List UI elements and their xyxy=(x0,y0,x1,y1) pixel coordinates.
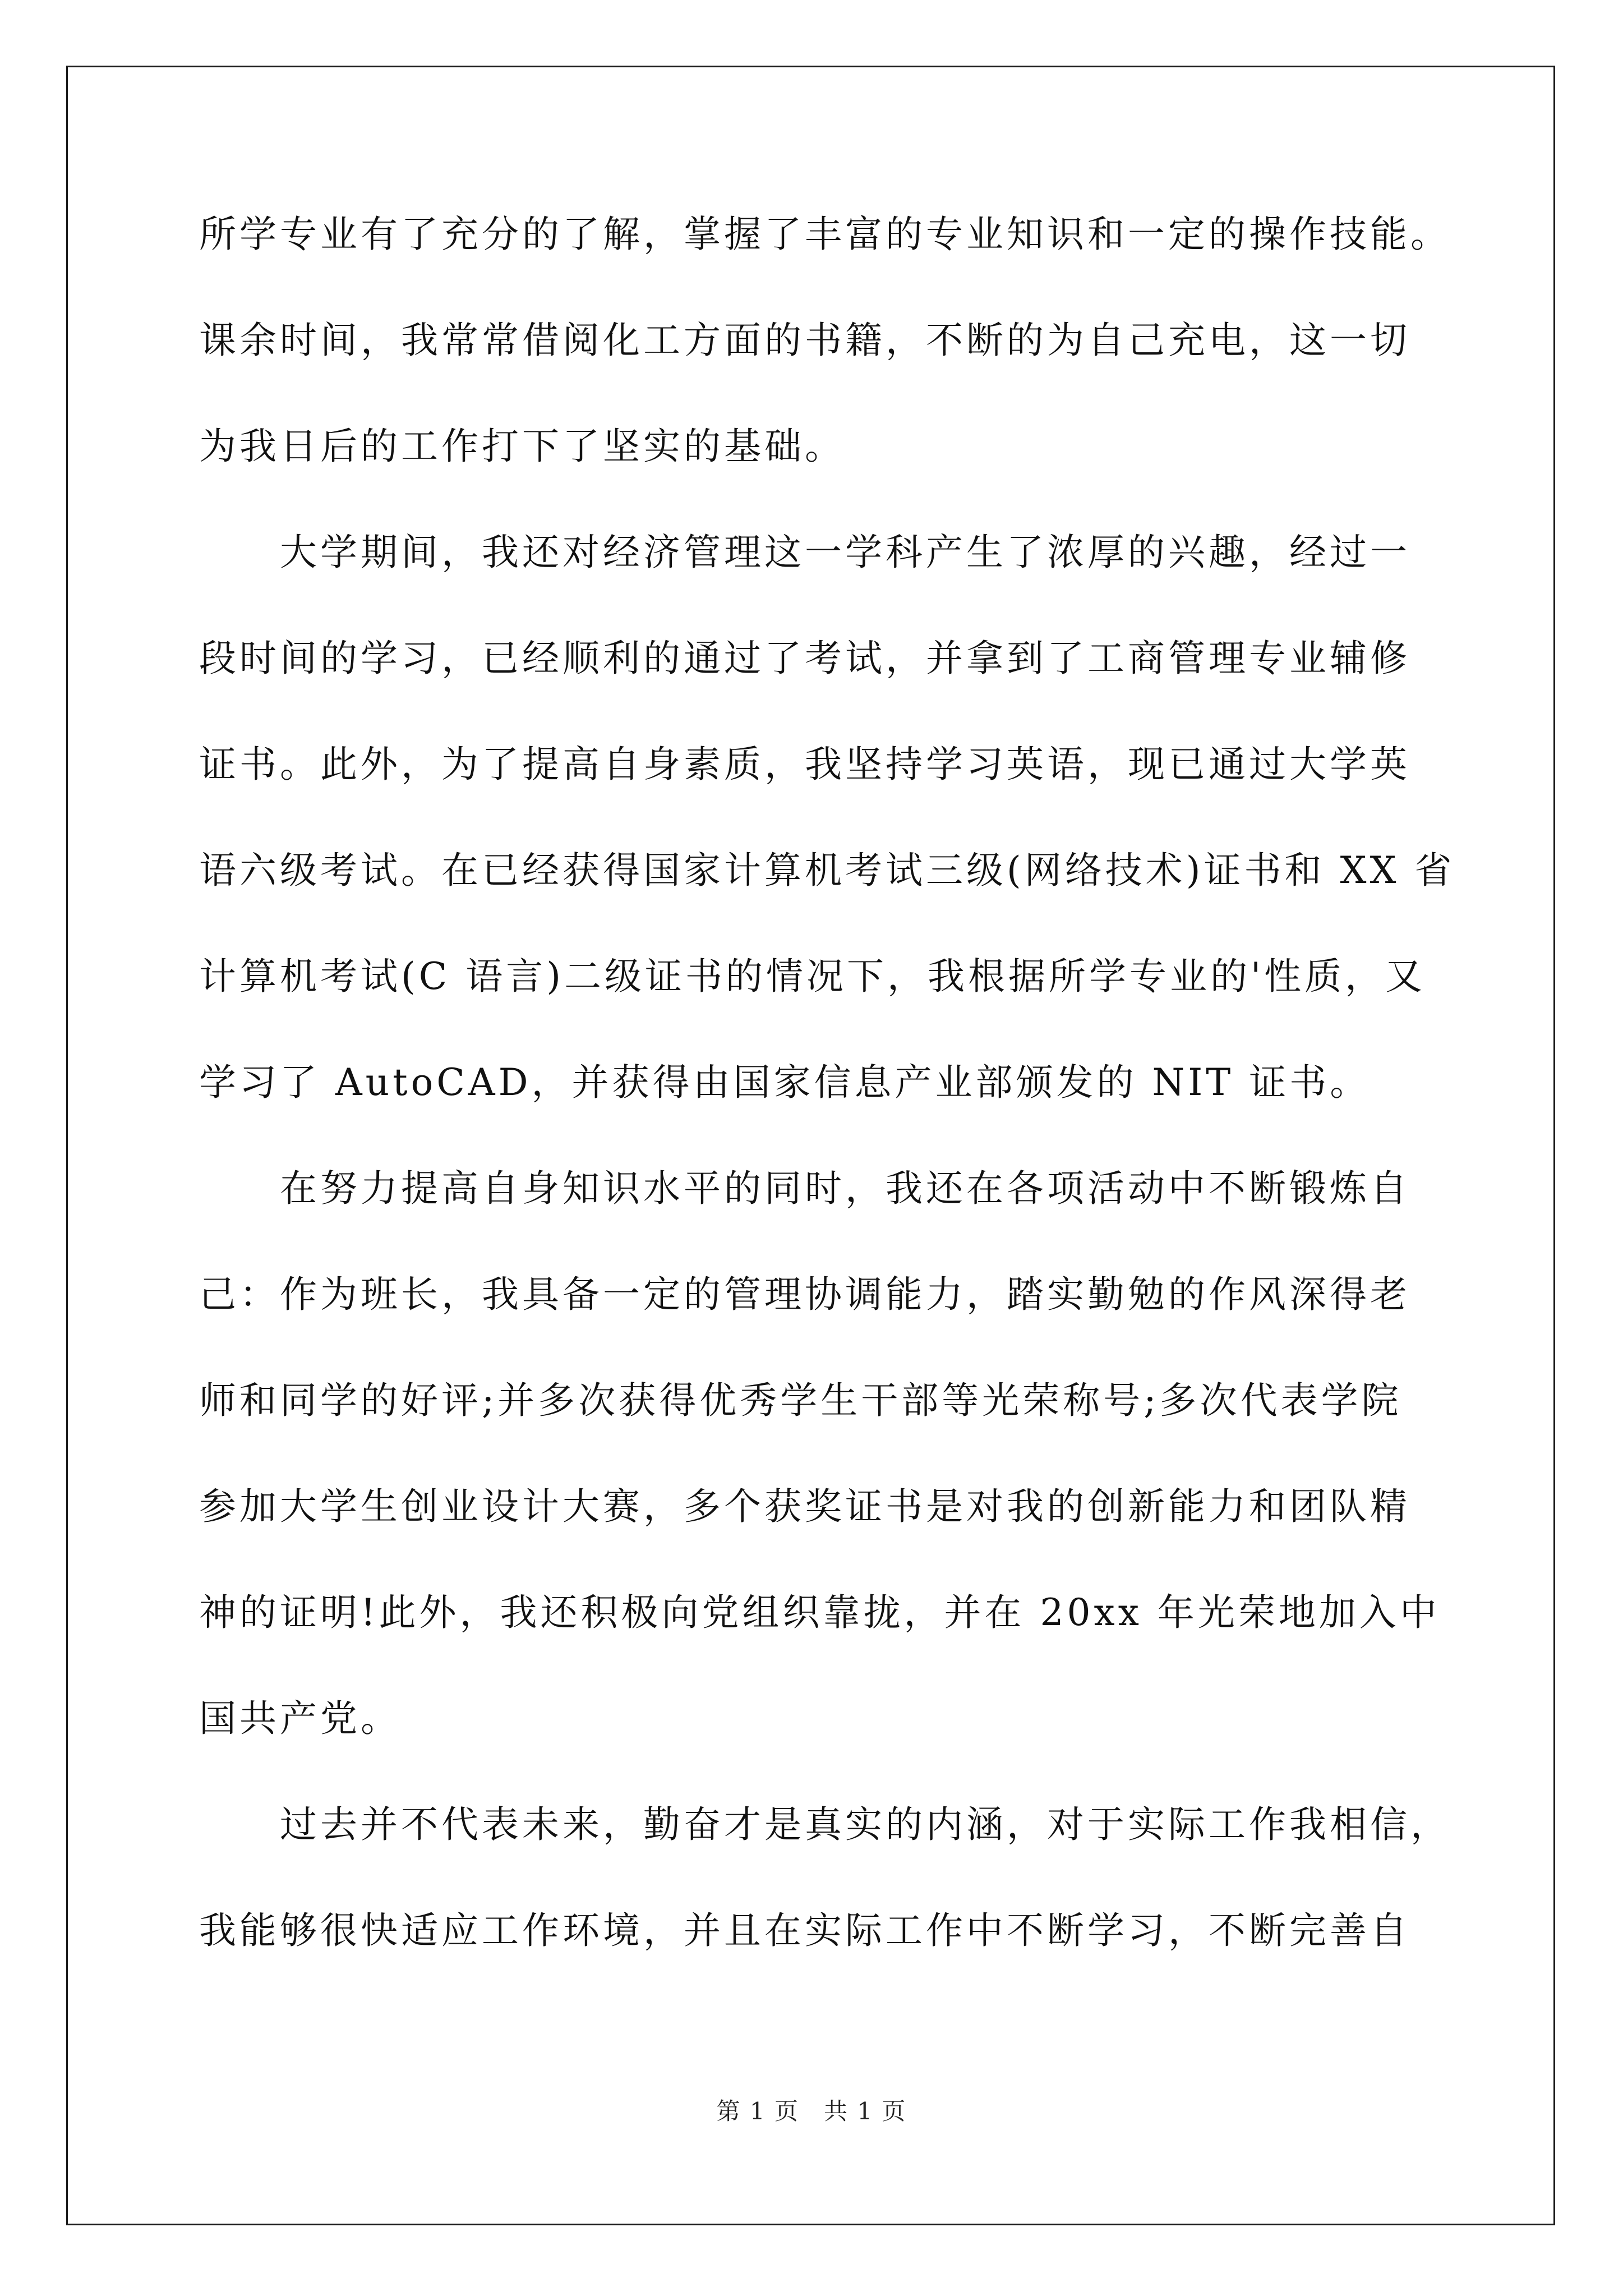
text-line: 参加大学生创业设计大赛，多个获奖证书是对我的创新能力和团队精 xyxy=(199,1485,1410,1528)
text-line: 计算机考试(C 语言)二级证书的情况下，我根据所学专业的'性质，又 xyxy=(199,955,1426,998)
text-line: 神的证明!此外，我还积极向党组织靠拢，并在 20xx 年光荣地加入中 xyxy=(199,1591,1440,1634)
text-line: 大学期间，我还对经济管理这一学科产生了浓厚的兴趣，经过一 xyxy=(199,531,1410,574)
text-line: 己：作为班长，我具备一定的管理协调能力，踏实勤勉的作风深得老 xyxy=(199,1273,1410,1316)
page-footer: 第 1 页 共 1 页 xyxy=(716,2097,907,2125)
text-line: 为我日后的工作打下了坚实的基础。 xyxy=(199,425,845,468)
text-line: 在努力提高自身知识水平的同时，我还在各项活动中不断锻炼自 xyxy=(199,1167,1410,1210)
text-line: 课余时间，我常常借阅化工方面的书籍，不断的为自己充电，这一切 xyxy=(199,319,1410,362)
text-line: 师和同学的好评;并多次获得优秀学生干部等光荣称号;多次代表学院 xyxy=(199,1379,1402,1422)
text-line: 国共产党。 xyxy=(199,1697,401,1740)
text-line: 所学专业有了充分的了解，掌握了丰富的专业知识和一定的操作技能。 xyxy=(199,213,1451,256)
text-line: 我能够很快适应工作环境，并且在实际工作中不断学习，不断完善自 xyxy=(199,1909,1410,1952)
page-border xyxy=(66,66,1555,2225)
text-line: 段时间的学习，已经顺利的通过了考试，并拿到了工商管理专业辅修 xyxy=(199,637,1410,680)
text-line: 证书。此外，为了提高自身素质，我坚持学习英语，现已通过大学英 xyxy=(199,743,1410,786)
text-line: 学习了 AutoCAD，并获得由国家信息产业部颁发的 NIT 证书。 xyxy=(199,1061,1371,1104)
text-line: 过去并不代表未来，勤奋才是真实的内涵，对于实际工作我相信， xyxy=(199,1803,1451,1846)
text-line: 语六级考试。在已经获得国家计算机考试三级(网络技术)证书和 XX 省 xyxy=(199,849,1455,892)
